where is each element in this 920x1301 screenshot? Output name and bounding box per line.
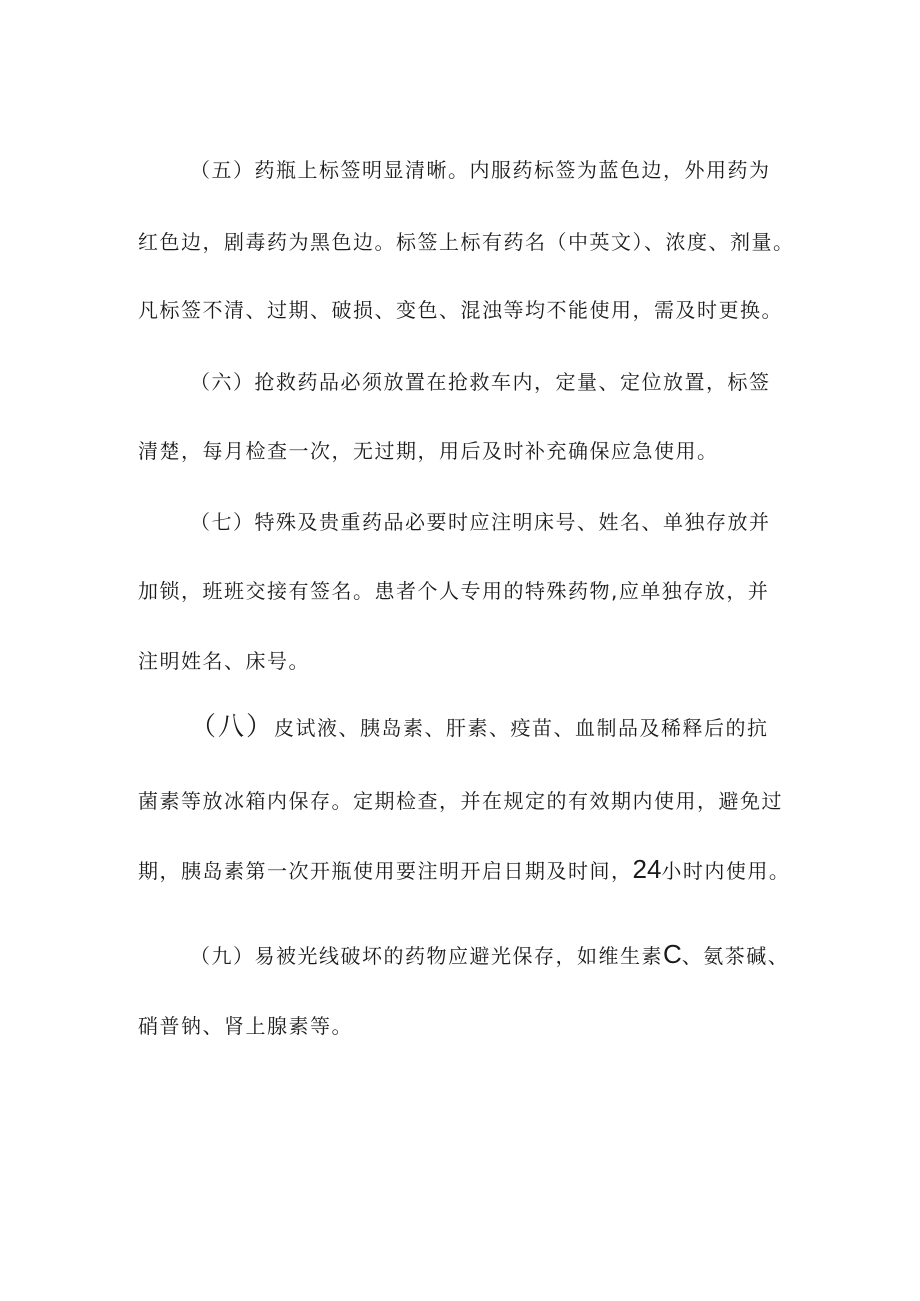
paragraph-7-line-3: 注明姓名、床号。 <box>138 649 310 673</box>
paragraph-6-line-2: 清楚，每月检查一次，无过期，用后及时补充确保应急使用。 <box>138 439 719 463</box>
paragraph-8-line-1 <box>190 713 769 742</box>
paragraph-9-line-1-before: （九）易被光线破坏的药物应避光保存，如维生素 <box>190 944 663 968</box>
paragraph-8-line-1-text: 皮试液、胰岛素、肝素、疫苗、血制品及稀释后的抗 <box>274 716 769 740</box>
paragraph-9-vitamin-letter: C <box>663 939 682 969</box>
paragraph-8-marker: （八） <box>190 712 275 742</box>
paragraph-9-line-1 <box>190 940 789 970</box>
paragraph-5-line-2: 红色边，剧毒药为黑色边。标签上标有药名（中英文）、浓度、剂量。 <box>138 230 795 254</box>
paragraph-8-line-2: 菌素等放冰箱内保存。定期检查，并在规定的有效期内使用，避免过 <box>138 789 783 813</box>
paragraph-8-line-3-after: 小时内使用。 <box>661 859 791 883</box>
paragraph-9-line-1-after: 、氨茶碱、 <box>681 944 790 968</box>
paragraph-5-line-3: 凡标签不清、过期、破损、变色、混浊等均不能使用，需及时更换。 <box>138 298 783 322</box>
paragraph-5-line-1: （五）药瓶上标签明显清晰。内服药标签为蓝色边，外用药为 <box>190 158 771 182</box>
paragraph-6-line-1: （六）抢救药品必须放置在抢救车内，定量、定位放置，标签 <box>190 370 771 394</box>
paragraph-8-line-3 <box>138 855 790 885</box>
paragraph-8-hours-number: 24 <box>632 854 662 884</box>
paragraph-7-line-2: 加锁，班班交接有签名。患者个人专用的特殊药物,应单独存放，并 <box>138 579 770 603</box>
paragraph-7-line-1: （七）特殊及贵重药品必要时应注明床号、姓名、单独存放并 <box>190 510 771 534</box>
paragraph-9-line-2: 硝普钠、肾上腺素等。 <box>138 1014 353 1038</box>
paragraph-8-line-3-before: 期，胰岛素第一次开瓶使用要注明开启日期及时间， <box>138 859 633 883</box>
